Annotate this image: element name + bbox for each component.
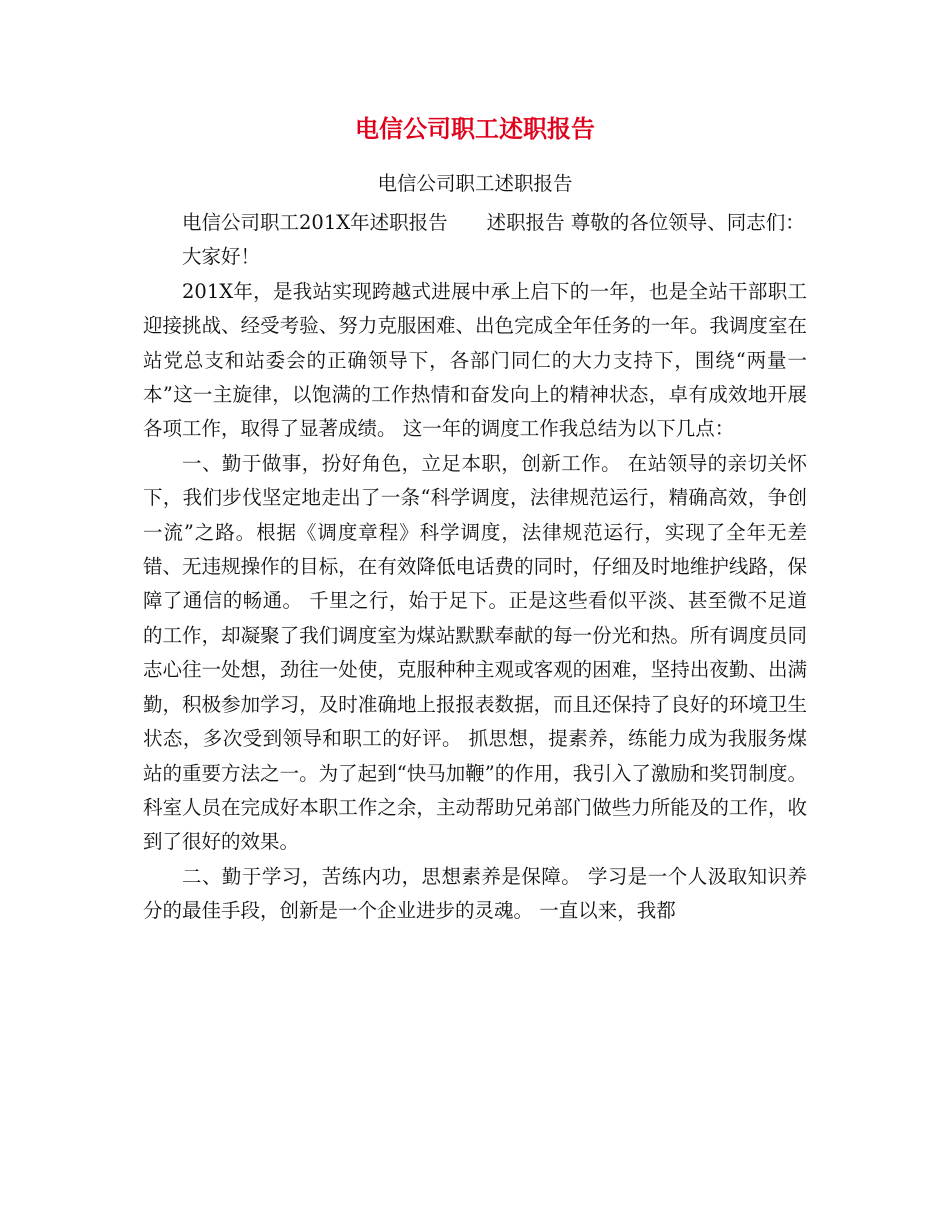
- document-title: 电信公司职工述职报告: [355, 115, 595, 143]
- paragraph-section-one: 一、勤于做事，扮好角色，立足本职，创新工作。 在站领导的亲切关怀下，我们步伐坚定地走出了一条“科学调度，法律规范运行，精确高效，争创一流”之路。根据《调度章程》科学调度，法律规范运行，实现了全年无差错、无违规操作的目标，在有效降低电话费的同时，仔细及时地维护线路，保障了通信的畅通。 千里之行，始于足下。正是这些看似平淡、甚至微不足道的工作，却凝聚了我们调度室为煤站默默奉献的每一份光和热。所有调度员同志心往一处想，劲往一处使，克服种种主观或客观的困难，坚持出夜勤、出满勤，积极参加学习，及时准确地上报报表数据，而且还保持了良好的环境卫生状态，多次受到领导和职工的好评。 抓思想，提素养，练能力成为我服务煤站的重要方法之一。为了起到“快马加鞭”的作用，我引入了激励和奖罚制度。科室人员在完成好本职工作之余，主动帮助兄弟部门做些力所能及的工作，收到了很好的效果。: [143, 451, 807, 854]
- document-body: [143, 206, 807, 929]
- paragraph-section-two: 二、勤于学习，苦练内功，思想素养是保障。 学习是一个人汲取知识养分的最佳手段，创新是一个企业进步的灵魂。 一直以来，我都: [143, 864, 807, 923]
- document-subtitle: 电信公司职工述职报告: [377, 172, 573, 195]
- paragraph-greeting-header: 电信公司职工201X年述职报告 述职报告 尊敬的各位领导、同志们：: [182, 211, 805, 234]
- paragraph-intro: 201X年，是我站实现跨越式进展中承上启下的一年，也是全站干部职工迎接挑战、经受考验、努力克服困难、出色完成全年任务的一年。我调度室在站党总支和站委会的正确领导下，各部门同仁的大力支持下，围绕“两量一本”这一主旋律，以饱满的工作热情和奋发向上的精神状态，卓有成效地开展各项工作，取得了显著成绩。 这一年的调度工作我总结为以下几点：: [143, 279, 807, 441]
- paragraph-greeting: 大家好！: [182, 245, 261, 269]
